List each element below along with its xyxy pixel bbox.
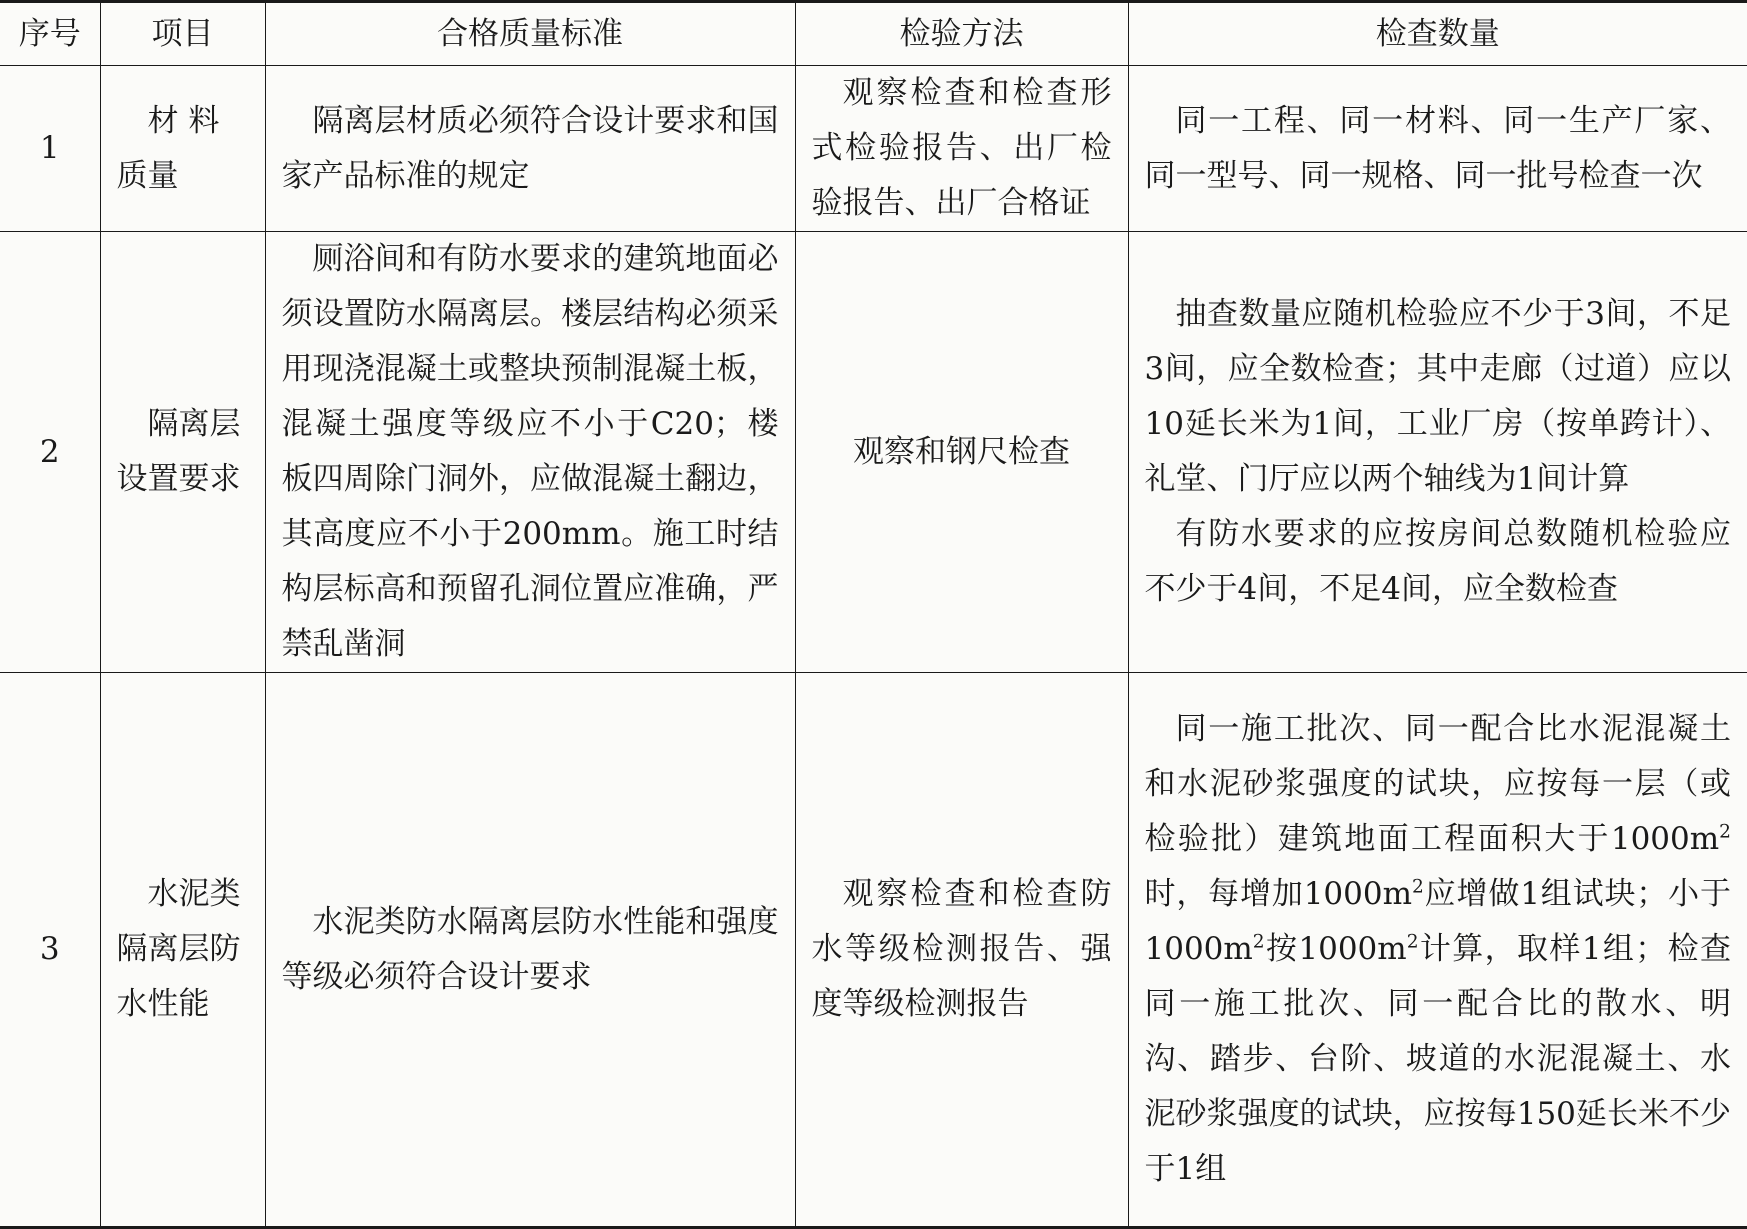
- superscript-exponent: 2: [1412, 876, 1424, 898]
- table-row: [0, 232, 1747, 673]
- quantity-text: 有防水要求的应按房间总数随机检验应不少于4间，不足4间，应全数检查: [1144, 516, 1731, 607]
- method-text: 观察检查和检查形式检验报告、出厂检验报告、出厂合格证: [811, 75, 1112, 221]
- method-text: 观察和钢尺检查: [853, 433, 1070, 470]
- item-line: 隔离层防: [116, 931, 241, 967]
- row-no: 3: [0, 673, 100, 1228]
- superscript-exponent: 2: [1252, 931, 1265, 953]
- table-row: [0, 673, 1747, 1228]
- table-row: [0, 66, 1747, 232]
- row-item: [100, 66, 265, 232]
- row-no: 1: [0, 66, 100, 232]
- item-line: 设置要求: [116, 461, 241, 497]
- standard-text: 厕浴间和有防水要求的建筑地面必须设置防水隔离层。楼层结构必须采用现浇混凝土或整块预制混凝土板，混凝土强度等级应不小于C20；楼板四周除门洞外，应做混凝土翻边，其高度应不小于200mm。施工时结构层标高和预留孔洞位置应准确，严禁乱凿洞: [281, 241, 779, 662]
- row-item: [100, 673, 265, 1228]
- header-method: 检验方法: [795, 2, 1128, 66]
- superscript-exponent: 2: [1719, 821, 1731, 843]
- header-standard: 合格质量标准: [265, 2, 795, 66]
- row-standard: [265, 66, 795, 232]
- standard-text: 水泥类防水隔离层防水性能和强度等级必须符合设计要求: [281, 903, 779, 995]
- row-quantity: [1128, 673, 1747, 1228]
- superscript-exponent: 2: [1406, 931, 1419, 953]
- row-method: [795, 673, 1128, 1228]
- method-text: 观察检查和检查防水等级检测报告、强度等级检测报告: [811, 876, 1112, 1022]
- row-standard: [265, 232, 795, 673]
- row-method: [795, 232, 1128, 673]
- header-no: 序号: [0, 2, 100, 66]
- quantity-fragment: 应增做1组试块；小于1000m: [1144, 876, 1731, 967]
- header-quantity: 检查数量: [1128, 2, 1747, 66]
- item-line: 水性能: [116, 986, 210, 1022]
- row-item: [100, 232, 265, 673]
- row-method: [795, 66, 1128, 232]
- quantity-text: 抽查数量应随机检验应不少于3间，不足3间，应全数检查；其中走廊（过道）应以10延长米为1间，工业厂房（按单跨计）、礼堂、门厅应以两个轴线为1间计算: [1144, 296, 1731, 497]
- quantity-fragment: 同一施工批次、同一配合比水泥混凝土和水泥砂浆强度的试块，应按每一层（或检验批）建筑地面工程面积大于1000m: [1144, 711, 1731, 857]
- item-line: 质量: [116, 157, 179, 194]
- item-line: 水泥类: [147, 876, 241, 912]
- item-line: 材 料: [147, 102, 220, 139]
- quantity-text: 同一工程、同一材料、同一生产厂家、同一型号、同一规格、同一批号检查一次: [1144, 102, 1731, 194]
- standard-text: 隔离层材质必须符合设计要求和国家产品标准的规定: [281, 102, 779, 194]
- header-row: [0, 2, 1747, 66]
- row-quantity: [1128, 232, 1747, 673]
- item-line: 隔离层: [147, 406, 241, 442]
- quantity-fragment: 按1000m: [1264, 931, 1407, 967]
- row-standard: [265, 673, 795, 1228]
- quantity-fragment: 时，每增加1000m: [1144, 876, 1412, 912]
- row-quantity: [1128, 66, 1747, 232]
- header-item: 项目: [100, 2, 265, 66]
- quantity-fragment: 计算，取样1组；检查同一施工批次、同一配合比的散水、明沟、踏步、台阶、坡道的水泥混凝土、水泥砂浆强度的试块，应按每150延长米不少于1组: [1144, 931, 1731, 1187]
- quantity-text: [1145, 702, 1732, 1197]
- row-no: 2: [0, 232, 100, 673]
